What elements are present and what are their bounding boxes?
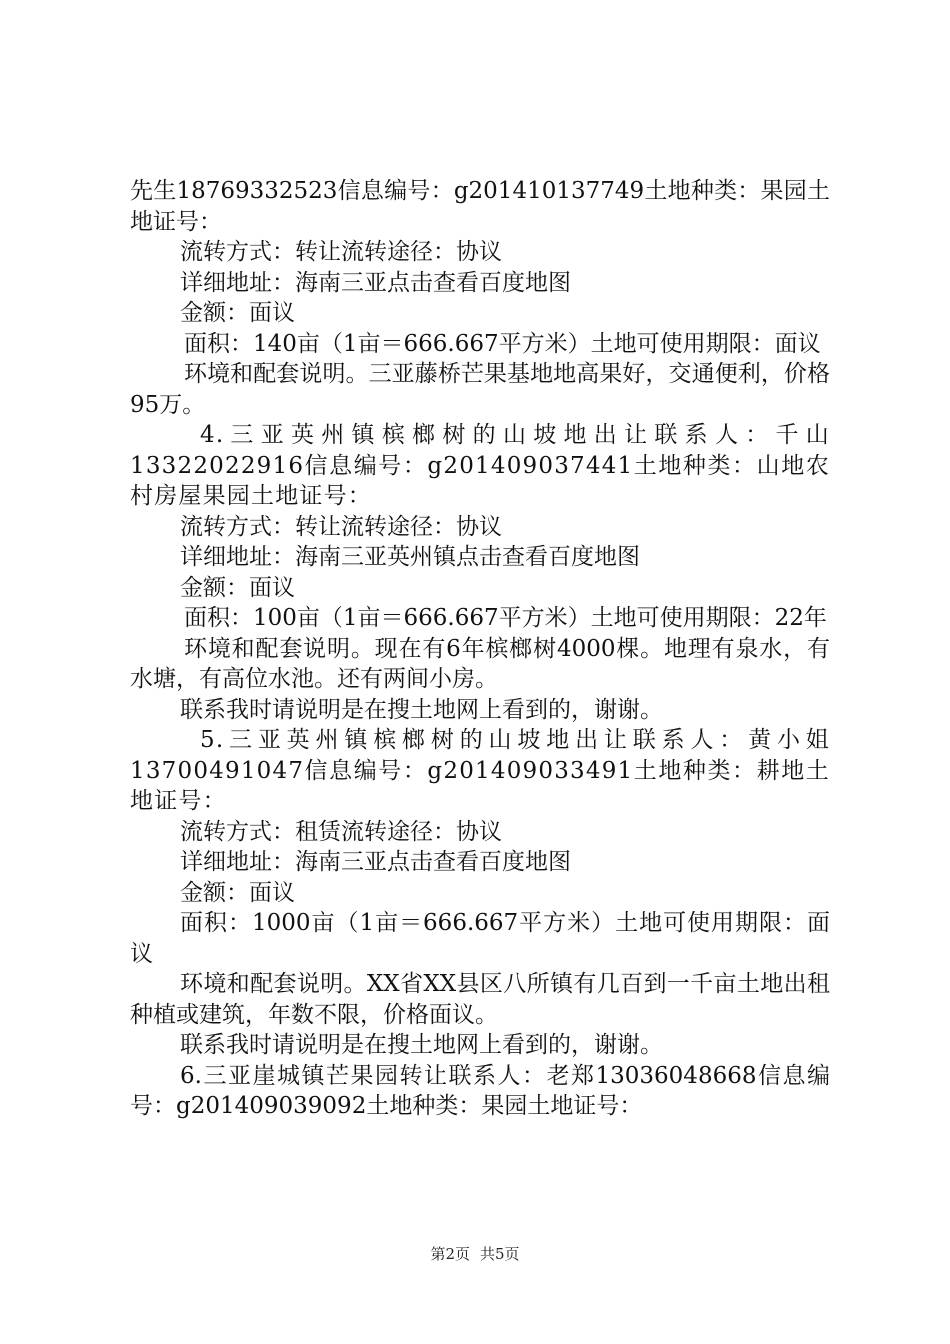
- page-total: 共5页: [480, 1245, 520, 1263]
- paragraph: 金额：面议: [180, 574, 295, 601]
- paragraph: 5.三亚英州镇槟榔树的山坡地出让联系人：黄小姐13700491047信息编号：g201409033491土地种类：耕地土地证号：: [130, 727, 830, 814]
- paragraph: 先生18769332523信息编号：g201410137749土地种类：果园土地证号：: [130, 178, 830, 235]
- paragraph: 流转方式：转让流转途径：协议: [180, 513, 502, 540]
- paragraph: 环境和配套说明。XX省XX县区八所镇有几百到一千亩土地出租种植或建筑，年数不限，价格面议。: [130, 971, 830, 1028]
- paragraph: 4.三亚英州镇槟榔树的山坡地出让联系人：千山13322022916信息编号：g201409037441土地种类：山地农村房屋果园土地证号：: [130, 422, 830, 509]
- page-footer: [0, 1243, 950, 1264]
- paragraph: 面积：140亩（1亩＝666.667平方米）土地可使用期限：面议: [184, 330, 821, 357]
- paragraph: 金额：面议: [180, 300, 295, 326]
- paragraph: 详细地址：海南三亚点击查看百度地图: [180, 849, 571, 875]
- paragraph: 联系我时请说明是在搜土地网上看到的，谢谢。: [180, 1032, 663, 1058]
- paragraph: 面积：1000亩（1亩＝666.667平方米）土地可使用期限：面议: [130, 910, 830, 967]
- paragraph: 详细地址：海南三亚点击查看百度地图: [180, 269, 571, 296]
- paragraph: 环境和配套说明。现在有6年槟榔树4000棵。地理有泉水，有水塘，有高位水池。还有两间小房。: [130, 635, 830, 692]
- paragraph: 联系我时请说明是在搜土地网上看到的，谢谢。: [180, 696, 663, 723]
- paragraph: 环境和配套说明。三亚藤桥芒果基地地高果好，交通便利，价格95万。: [130, 361, 830, 418]
- page-number: 第2页: [430, 1245, 470, 1263]
- paragraph: 流转方式：租赁流转途径：协议: [180, 818, 502, 845]
- paragraph: 金额：面议: [180, 879, 295, 906]
- paragraph: 详细地址：海南三亚英州镇点击查看百度地图: [180, 544, 640, 570]
- paragraph: 面积：100亩（1亩＝666.667平方米）土地可使用期限：22年: [184, 605, 827, 631]
- document-body: [130, 176, 830, 1122]
- paragraph: 流转方式：转让流转途径：协议: [180, 239, 502, 265]
- paragraph: 6.三亚崖城镇芒果园转让联系人：老郑13036048668信息编号：g201409039092土地种类：果园土地证号：: [130, 1062, 830, 1119]
